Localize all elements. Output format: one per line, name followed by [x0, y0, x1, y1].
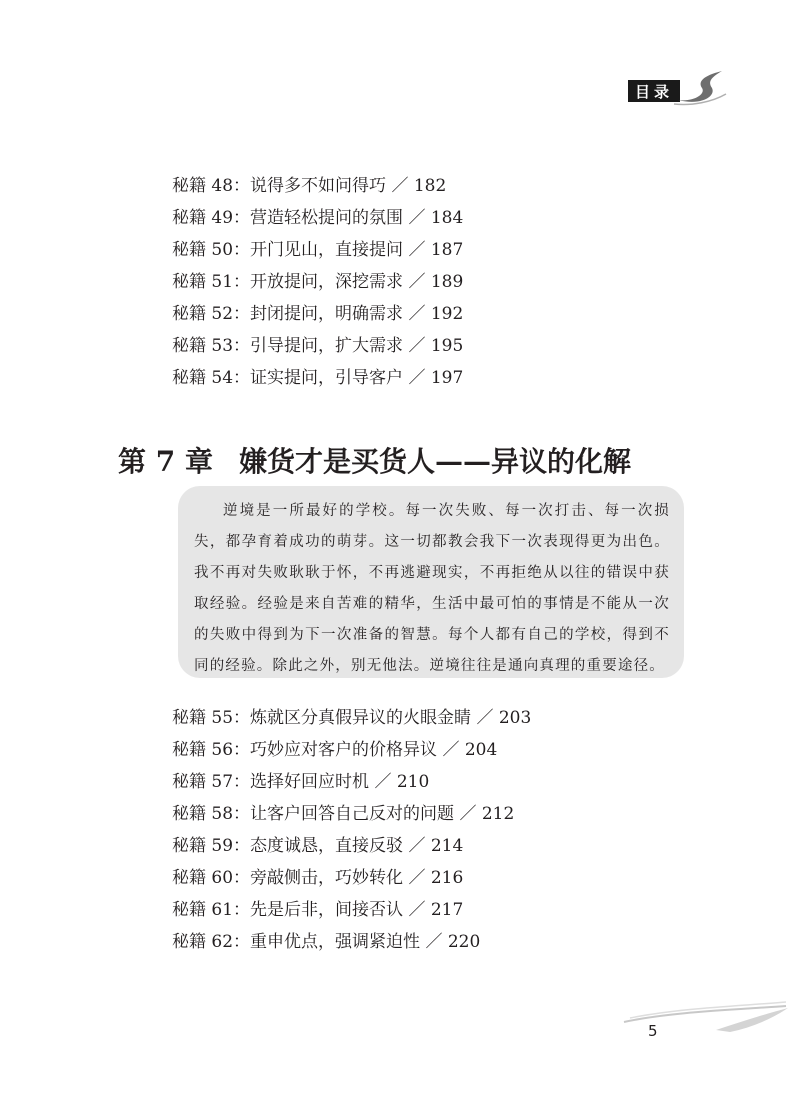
toc-entry[interactable]: 秘籍 61：先是后非，间接否认 ／ 217 — [172, 900, 464, 920]
chapter-quote-box — [178, 486, 684, 678]
toc-entry[interactable]: 秘籍 50：开门见山，直接提问 ／ 187 — [172, 240, 464, 260]
toc-entry[interactable]: 秘籍 49：营造轻松提问的氛围 ／ 184 — [172, 208, 464, 228]
section-header-label: 目录 — [634, 82, 673, 101]
toc-entry[interactable]: 秘籍 56：巧妙应对客户的价格异议 ／ 204 — [172, 740, 498, 760]
chapter-title-text: 嫌货才是买货人——异议的化解 — [238, 445, 631, 478]
chapter-number: 第 7 章 — [118, 445, 213, 478]
toc-entry[interactable]: 秘籍 55：炼就区分真假异议的火眼金睛 ／ 203 — [172, 708, 532, 728]
toc-entry[interactable]: 秘籍 54：证实提问，引导客户 ／ 197 — [172, 368, 464, 388]
toc-entry[interactable]: 秘籍 60：旁敲侧击，巧妙转化 ／ 216 — [172, 868, 464, 888]
toc-entry[interactable]: 秘籍 58：让客户回答自己反对的问题 ／ 212 — [172, 804, 515, 824]
toc-entry[interactable]: 秘籍 59：态度诚恳，直接反驳 ／ 214 — [172, 836, 464, 856]
footer-swoosh-icon — [620, 1000, 790, 1040]
toc-entry[interactable]: 秘籍 57：选择好回应时机 ／ 210 — [172, 772, 430, 792]
page-number: 5 — [648, 1022, 658, 1040]
toc-entry[interactable]: 秘籍 51：开放提问，深挖需求 ／ 189 — [172, 272, 464, 292]
toc-entry[interactable]: 秘籍 62：重申优点，强调紧迫性 ／ 220 — [172, 932, 481, 952]
chapter-heading[interactable] — [118, 440, 631, 480]
toc-entry[interactable]: 秘籍 52：封闭提问，明确需求 ／ 192 — [172, 304, 464, 324]
chapter-quote-text: 逆境是一所最好的学校。每一次失败、每一次打击、每一次损失，都孕育着成功的萌芽。这一切都教会我下一次表现得更为出色。我不再对失败耿耿于怀，不再逃避现实，不再拒绝从以往的错误中获取经验。经验是来自苦难的精华，生活中最可怕的事情是不能从一次的失败中得到为下一次准备的智慧。每个人都有自己的学校，得到不同的经验。除此之外，别无他法。逆境往往是通向真理的重要途径。 — [194, 503, 670, 674]
header-swoosh-icon — [672, 68, 728, 108]
toc-list-chapter-7 — [172, 702, 531, 958]
toc-list-before-chapter — [172, 170, 463, 394]
toc-entry[interactable]: 秘籍 48：说得多不如问得巧 ／ 182 — [172, 176, 447, 196]
toc-entry[interactable]: 秘籍 53：引导提问，扩大需求 ／ 195 — [172, 336, 464, 356]
